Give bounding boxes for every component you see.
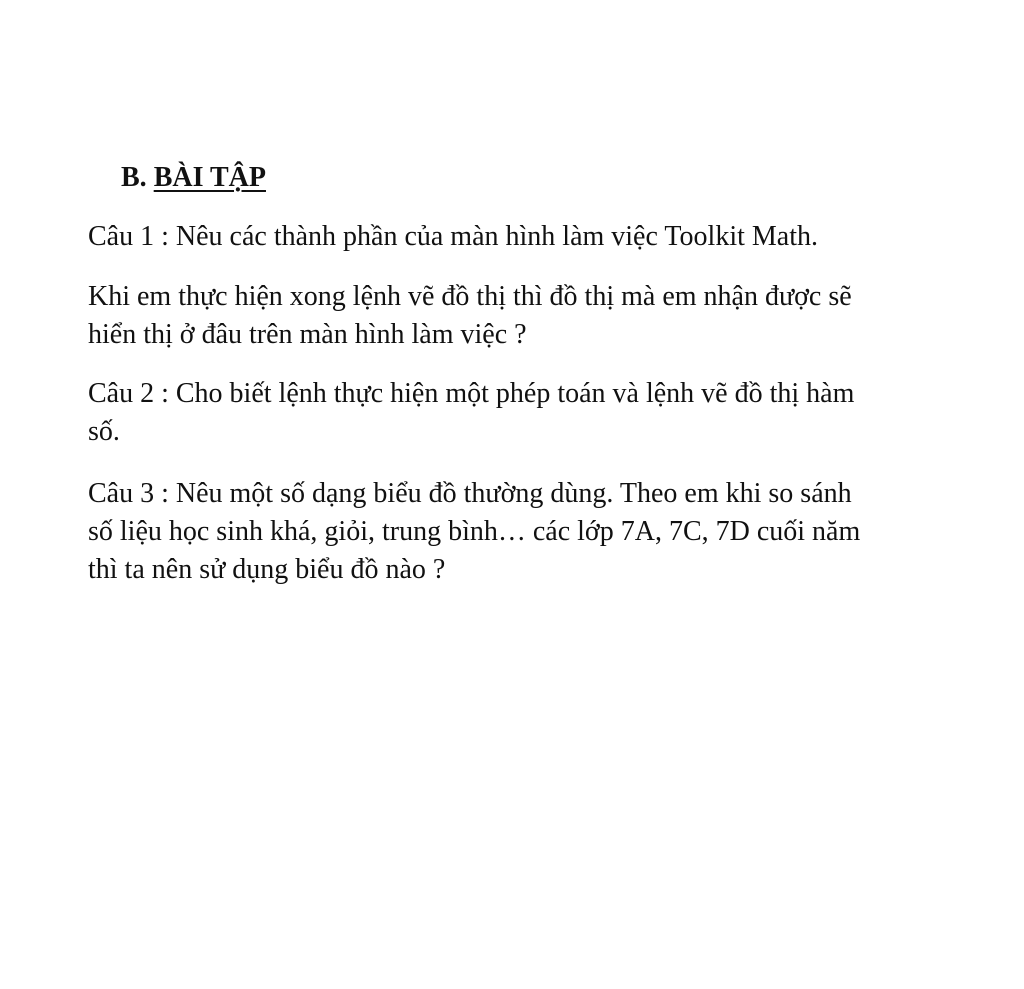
section-title: BÀI TẬP xyxy=(153,162,266,193)
section-prefix: B. xyxy=(121,162,147,193)
text-line: số. xyxy=(88,416,120,447)
text-line: Câu 1 : Nêu các thành phần của màn hình làm việc Toolkit Math. xyxy=(88,221,818,252)
text-line: Câu 2 : Cho biết lệnh thực hiện một phép toán và lệnh vẽ đồ thị hàm xyxy=(88,378,855,409)
section-heading xyxy=(121,158,266,198)
text-line: thì ta nên sử dụng biểu đồ nào ? xyxy=(88,554,446,585)
text-line: Khi em thực hiện xong lệnh vẽ đồ thị thì đồ thị mà em nhận được sẽ xyxy=(88,281,852,312)
text-line: hiển thị ở đâu trên màn hình làm việc ? xyxy=(88,319,527,350)
question-3-paragraph xyxy=(88,475,938,589)
question-1-paragraph xyxy=(88,218,938,256)
text-line: Câu 3 : Nêu một số dạng biểu đồ thường dùng. Theo em khi so sánh xyxy=(88,478,852,509)
question-2-paragraph xyxy=(88,375,938,451)
text-line: số liệu học sinh khá, giỏi, trung bình… các lớp 7A, 7C, 7D cuối năm xyxy=(88,516,861,547)
question-1-followup-paragraph xyxy=(88,278,938,354)
